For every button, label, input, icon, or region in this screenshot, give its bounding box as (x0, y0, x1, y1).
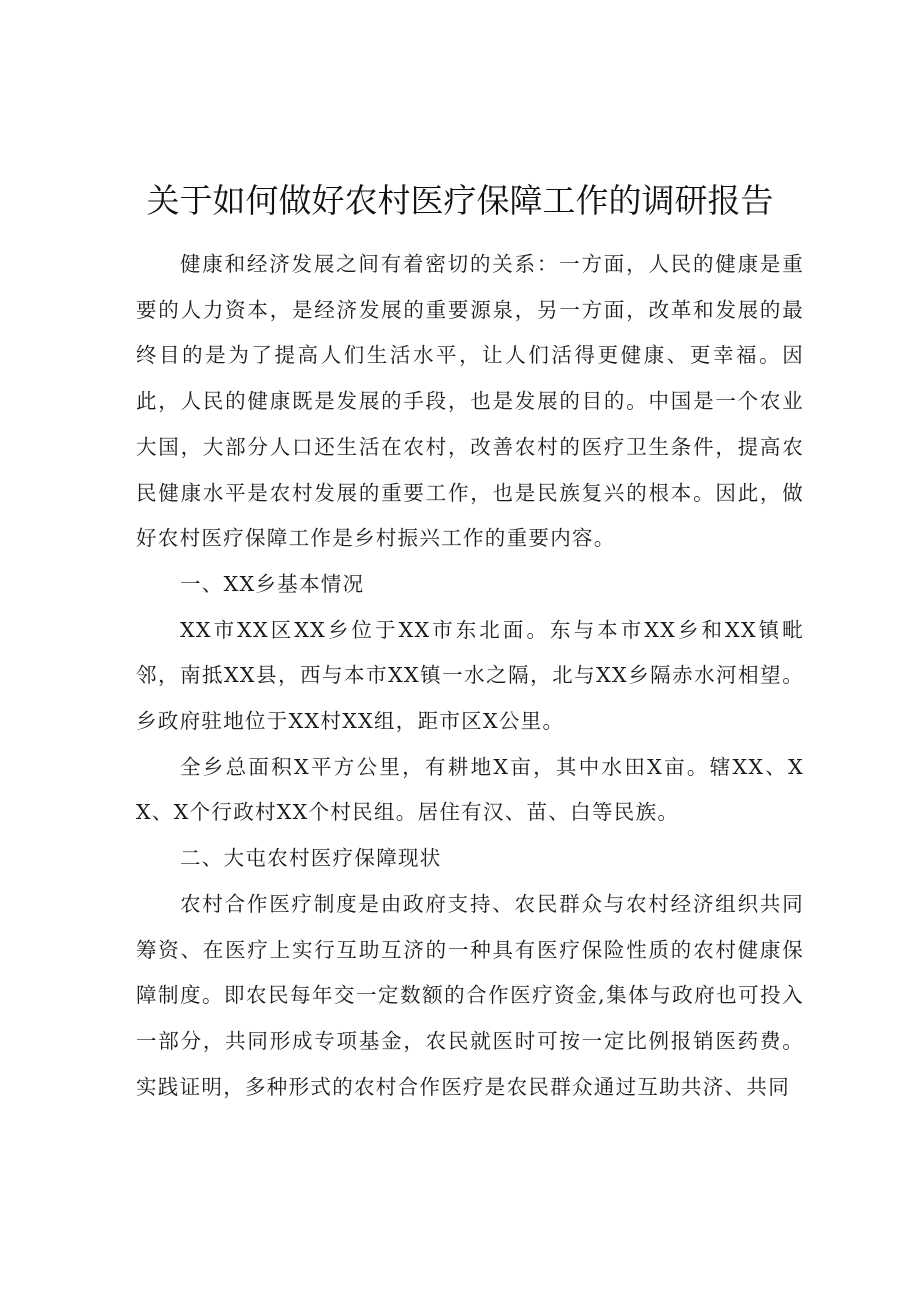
paragraph-intro: 健康和经济发展之间有着密切的关系：一方面，人民的健康是重要的人力资本，是经济发展的重要源泉，另一方面，改革和发展的最终目的是为了提高人们生活水平，让人们活得更健康、更幸福。因此，人民的健康既是发展的手段，也是发展的目的。中国是一个农业大国，大部分人口还生活在农村，改善农村的医疗卫生条件，提高农民健康水平是农村发展的重要工作，也是民族复兴的根本。因此，做好农村医疗保障工作是乡村振兴工作的重要内容。 (136, 252, 804, 551)
section-heading-1: 一、XX乡基本情况 (180, 571, 365, 596)
section-heading-2: 二、大屯农村医疗保障现状 (180, 846, 442, 871)
paragraph-cooperative-medical: 农村合作医疗制度是由政府支持、农民群众与农村经济组织共同筹资、在医疗上实行互助互济的一种具有医疗保险性质的农村健康保障制度。即农民每年交一定数额的合作医疗资金,集体与政府也可投入一部分，共同形成专项基金，农民就医时可按一定比例报销医药费。实践证明，多种形式的农村合作医疗是农民群众通过互助共济、共同 (136, 891, 804, 1099)
paragraph-area: 全乡总面积X平方公里，有耕地X亩，其中水田X亩。辖XX、XX、X个行政村XX个村民组。居住有汉、苗、白等民族。 (136, 754, 804, 825)
paragraph-location: XX市XX区XX乡位于XX市东北面。东与本市XX乡和XX镇毗邻，南抵XX县，西与本市XX镇一水之隔，北与XX乡隔赤水河相望。乡政府驻地位于XX村XX组，距市区X公里。 (136, 617, 804, 734)
document-body (136, 242, 804, 1110)
document-title: 关于如何做好农村医疗保障工作的调研报告 (146, 181, 774, 220)
